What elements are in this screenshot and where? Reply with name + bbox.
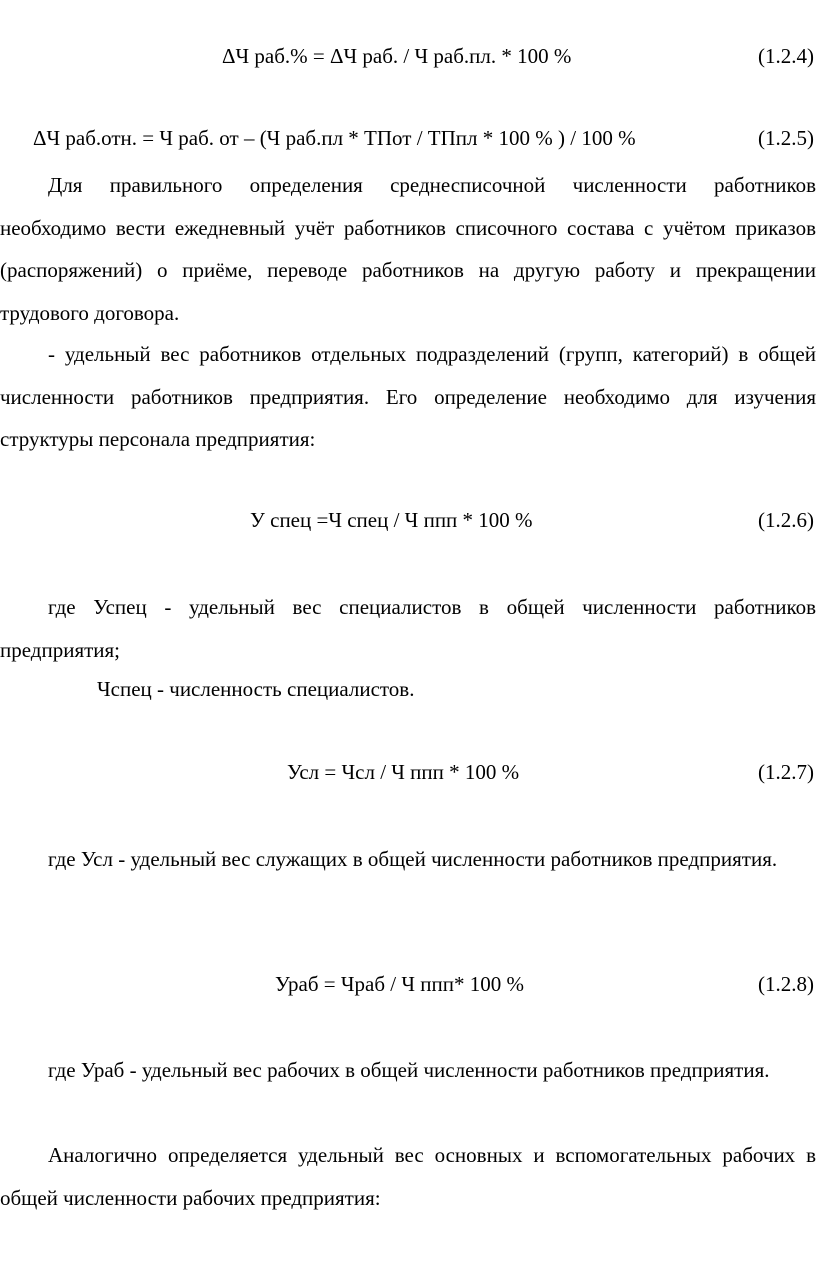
formula-1-2-6 xyxy=(0,500,816,540)
formula-expression: ΔЧ раб.отн. = Ч раб. от – (Ч раб.пл * ТПот / ТПпл * 100 % ) / 100 % xyxy=(33,126,636,150)
paragraph-workers-definition: где Ураб - удельный вес рабочих в общей численности работников предприятия. xyxy=(48,1058,770,1082)
formula-expression: У спец =Ч спец / Ч ппп * 100 % xyxy=(250,508,533,532)
paragraph-headcount-accounting: Для правильного определения среднесписочной численности работников необходимо вести ежедневный учёт работников списочного состава с учётом приказов (распоряжений) о приёме, переводе работников на другую работу и прекращении трудового договора. xyxy=(0,173,816,325)
formula-1-2-8 xyxy=(0,964,816,1004)
formula-expression: Усл = Чсл / Ч ппп * 100 % xyxy=(287,760,520,784)
formula-number: (1.2.8) xyxy=(758,972,814,996)
formula-1-2-7 xyxy=(0,752,816,792)
paragraph-share-definition: - удельный вес работников отдельных подразделений (групп, категорий) в общей численности работников предприятия. Его определение необходимо для изучения структуры персонала предприятия: xyxy=(0,342,816,451)
formula-1-2-5 xyxy=(0,118,816,158)
paragraph-specialists-definition: где Успец - удельный вес специалистов в общей численности работников предприятия; xyxy=(0,595,816,662)
formula-number: (1.2.4) xyxy=(758,44,814,68)
paragraph-employees-definition: где Усл - удельный вес служащих в общей численности работников предприятия. xyxy=(48,847,778,871)
specialists-count-definition: Чспец - численность специалистов. xyxy=(97,677,415,701)
formula-1-2-4 xyxy=(0,36,816,76)
formula-number: (1.2.7) xyxy=(758,760,814,784)
paragraph-main-auxiliary-workers: Аналогично определяется удельный вес основных и вспомогательных рабочих в общей численности рабочих предприятия: xyxy=(0,1143,816,1210)
formula-number: (1.2.6) xyxy=(758,508,814,532)
formula-expression: Ураб = Чраб / Ч ппп* 100 % xyxy=(275,972,524,996)
formula-number: (1.2.5) xyxy=(758,126,814,150)
formula-expression: ΔЧ раб.% = ΔЧ раб. / Ч раб.пл. * 100 % xyxy=(222,44,572,68)
